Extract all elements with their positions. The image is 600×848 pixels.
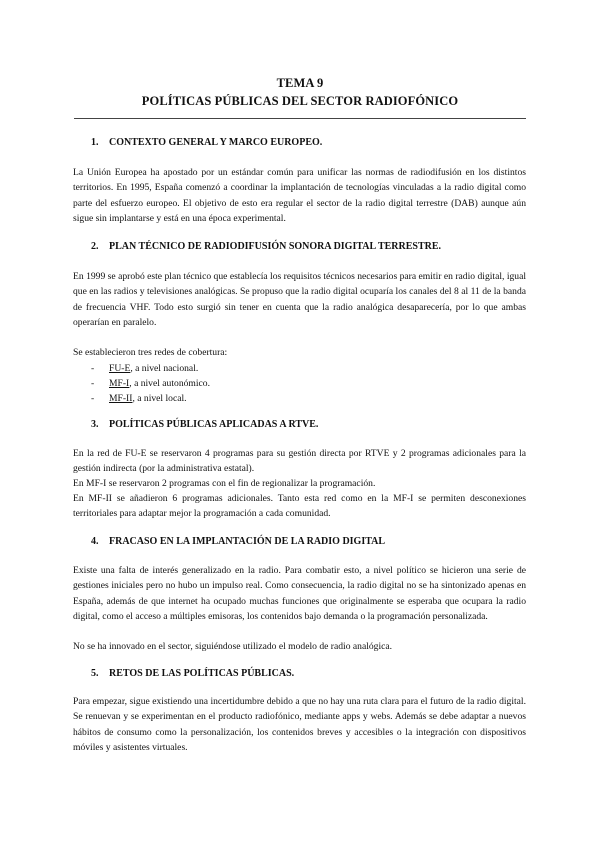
section-2-paragraph-2: Se establecieron tres redes de cobertura:: [73, 347, 228, 358]
list-item: - MF-I, a nivel autonómico.: [91, 378, 210, 389]
section-2-heading: [91, 241, 531, 252]
network-name: FU-E: [109, 363, 131, 374]
network-name: MF-II: [109, 393, 133, 404]
network-name: MF-I: [109, 378, 130, 389]
section-3-paragraph-2: En MF-I se reservaron 2 programas con el fin de regionalizar la programación.: [73, 478, 376, 489]
section-3-paragraph-3: En MF-II se añadieron 6 programas adicionales. Tanto esta red como en la MF-I se permiten desconexiones territoriales para adaptar mejor la programación a cada comunidad.: [73, 493, 526, 520]
section-4-heading: [91, 536, 531, 547]
section-number: 2.: [91, 241, 99, 252]
section-1-heading: [91, 137, 531, 148]
section-number: 3.: [91, 419, 99, 430]
section-number: 4.: [91, 536, 99, 547]
title-divider: [74, 118, 526, 119]
coverage-networks-list: [91, 361, 511, 406]
section-3-heading: [91, 419, 531, 430]
document-title-line2: POLÍTICAS PÚBLICAS DEL SECTOR RADIOFÓNICO: [141, 94, 459, 108]
section-3-paragraph-1: En la red de FU-E se reservaron 4 programas para su gestión directa por RTVE y 2 programas adicionales para la gestión indirecta (por la administrativa estatal).: [73, 448, 526, 475]
section-2-paragraph-1: En 1999 se aprobó este plan técnico que establecía los requisitos técnicos necesarios para emitir en radio digital, igual que en las radios y televisiones analógicas. Se propuso que la radio digital ocuparía los canales del 8 al 11 de la banda de frecuencia VHF. Todo esto surgió sin tener en cuenta que la radio analógica desaparecería, por lo que ambas operarían en paralelo.: [73, 271, 526, 329]
section-title: POLÍTICAS PÚBLICAS APLICADAS A RTVE.: [109, 419, 319, 430]
list-item: - FU-E, a nivel nacional.: [91, 363, 199, 374]
section-5-paragraph-1: Para empezar, sigue existiendo una incertidumbre debido a que no hay una ruta clara para el futuro de la radio digital. Se renuevan y se experimentan en el producto radiofónico, mediante apps y webs. Además se debe adaptar a nuevos hábitos de consumo como la personalización, los contenidos breves y accesibles o la integración con dispositivos móviles y asistentes virtuales.: [73, 696, 526, 754]
section-title: CONTEXTO GENERAL Y MARCO EUROPEO.: [109, 137, 323, 148]
section-title: RETOS DE LAS POLÍTICAS PÚBLICAS.: [109, 668, 295, 679]
document-title-line1: TEMA 9: [276, 76, 324, 90]
section-5-heading: [91, 668, 531, 679]
section-title: FRACASO EN LA IMPLANTACIÓN DE LA RADIO DIGITAL: [109, 536, 386, 547]
section-title: PLAN TÉCNICO DE RADIODIFUSIÓN SONORA DIGITAL TERRESTRE.: [109, 241, 442, 252]
section-number: 5.: [91, 668, 99, 679]
section-4-paragraph-1: Existe una falta de interés generalizado en la radio. Para combatir esto, a nivel político se hicieron una serie de gestiones iniciales pero no hubo un impulso real. Como consecuencia, la radio digital no se ha sintonizado apenas en España, además de que internet ha ocupado muchas funciones que originalmente se esperaba que ocupara la radio digital, como el acceso a múltiples emisoras, los contenidos bajo demanda o la programación personalizada.: [73, 565, 526, 623]
section-number: 1.: [91, 137, 99, 148]
list-item: - MF-II, a nivel local.: [91, 393, 187, 404]
section-4-paragraph-2: No se ha innovado en el sector, siguiéndose utilizado el modelo de radio analógica.: [73, 641, 393, 652]
section-1-paragraph-1: La Unión Europea ha apostado por un estándar común para unificar las normas de radiodifusión en los distintos territorios. En 1995, España comenzó a coordinar la implantación de tecnologías vinculadas a la radio digital como parte del esfuerzo europeo. El objetivo de esto era regular el sector de la radio digital terrestre (DAB) aunque aún sigue sin implantarse y está en una época experimental.: [73, 167, 526, 225]
